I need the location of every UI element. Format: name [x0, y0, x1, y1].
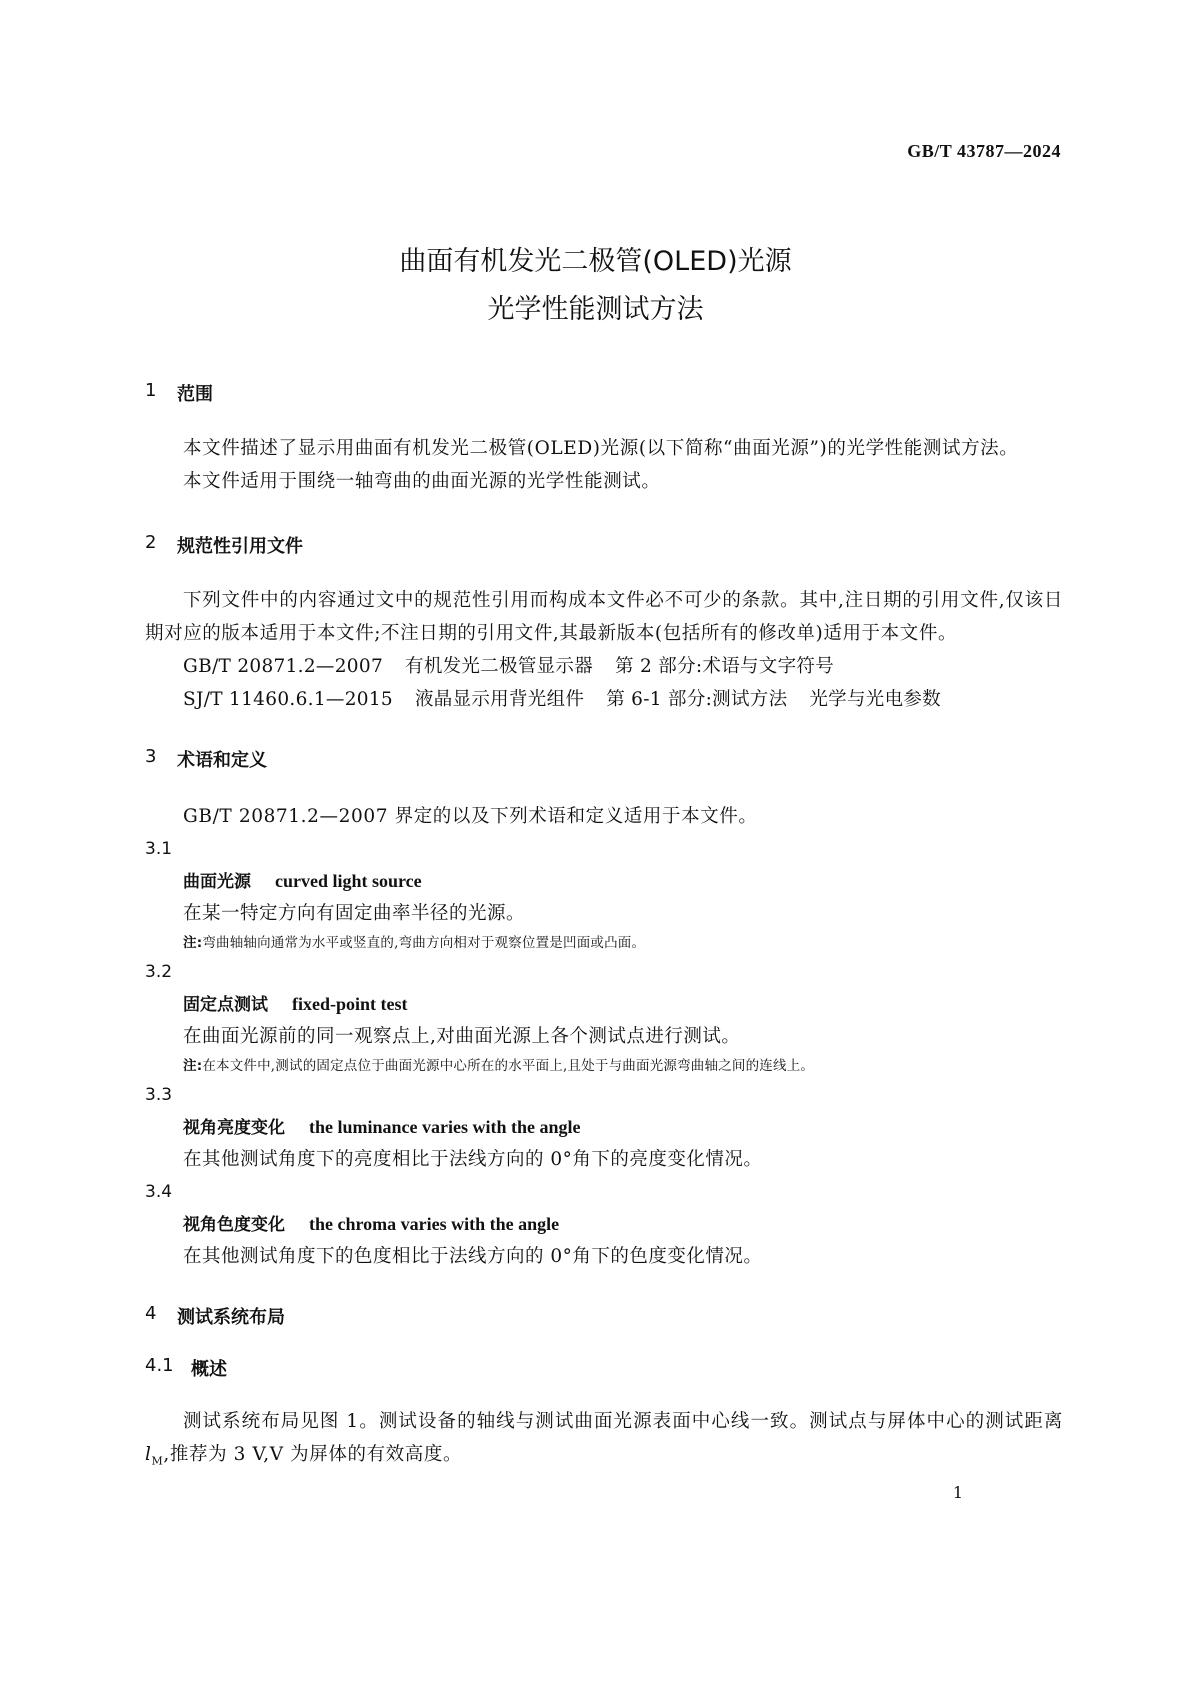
- paragraph: 本文件描述了显示用曲面有机发光二极管(OLED)光源(以下简称“曲面光源”)的光学性能测试方法。: [183, 438, 1019, 459]
- reference-code: SJ/T 11460.6.1—2015: [183, 689, 393, 710]
- reference-title: 有机发光二极管显示器: [405, 656, 594, 677]
- title-line-2: 光学性能测试方法: [487, 294, 704, 325]
- section-title: 范围: [177, 384, 213, 405]
- term-number: 3.1: [145, 839, 173, 859]
- note-label: 注:: [183, 935, 203, 951]
- term-note: [145, 930, 1063, 956]
- paragraph-text-part-2: ,推荐为 3 V,V 为屏体的有效高度。: [163, 1444, 463, 1465]
- term-english: curved light source: [275, 871, 422, 891]
- document-body: [145, 380, 1063, 1478]
- note-text: 在本文件中,测试的固定点位于曲面光源中心所在的水平面上,且处于与曲面光源弯曲轴之间的连线上。: [202, 1058, 815, 1074]
- term-english: fixed-point test: [292, 994, 408, 1014]
- reference-subtitle: 光学与光电参数: [809, 689, 941, 710]
- section-title: 规范性引用文件: [177, 536, 303, 557]
- distance-subscript: M: [151, 1454, 164, 1468]
- paragraph: 本文件适用于围绕一轴弯曲的曲面光源的光学性能测试。: [183, 471, 661, 492]
- paragraph: GB/T 20871.2—2007 界定的以及下列术语和定义适用于本文件。: [183, 806, 758, 827]
- distance-symbol: l: [145, 1444, 152, 1465]
- paragraph-text-part-1: 测试系统布局见图 1。测试设备的轴线与测试曲面光源表面中心线一致。测试点与屏体中心的测试距离: [183, 1411, 1063, 1432]
- term-english: the chroma varies with the angle: [309, 1214, 560, 1234]
- subsection-number: 4.1: [145, 1355, 174, 1376]
- note-text: 弯曲轴轴向通常为水平或竖直的,弯曲方向相对于观察位置是凹面或凸面。: [202, 935, 646, 951]
- reference-part: 第 2 部分:术语与文字符号: [615, 656, 834, 677]
- normative-reference: [145, 683, 1063, 716]
- subsection-title: 概述: [191, 1359, 227, 1380]
- section-title: 术语和定义: [177, 750, 267, 771]
- term-entry: [145, 988, 1063, 1021]
- term-chinese: 视角亮度变化: [183, 1118, 285, 1138]
- page-number: 1: [952, 1483, 963, 1502]
- reference-title: 液晶显示用背光组件: [414, 689, 585, 710]
- section-number: 2: [145, 532, 157, 553]
- standard-number: GB/T 43787—2024: [907, 141, 1061, 161]
- term-number: 3.2: [145, 962, 173, 982]
- note-label: 注:: [183, 1058, 203, 1074]
- term-number: 3.4: [145, 1182, 173, 1202]
- section-title: 测试系统布局: [177, 1307, 285, 1328]
- section-heading-2: [145, 532, 1063, 558]
- term-note: [145, 1053, 1063, 1079]
- section-number: 3: [145, 746, 157, 767]
- reference-code: GB/T 20871.2—2007: [183, 656, 384, 677]
- paragraph: 下列文件中的内容通过文中的规范性引用而构成本文件必不可少的条款。其中,注日期的引用文件,仅该日期对应的版本适用于本文件;不注日期的引用文件,其最新版本(包括所有的修改单)适用于本文件。: [145, 590, 1063, 644]
- term-definition: 在曲面光源前的同一观察点上,对曲面光源上各个测试点进行测试。: [183, 1026, 741, 1047]
- term-definition: 在其他测试角度下的亮度相比于法线方向的 0°角下的亮度变化情况。: [183, 1149, 763, 1170]
- title-line-1: 曲面有机发光二极管(OLED)光源: [399, 246, 792, 277]
- term-definition: 在其他测试角度下的色度相比于法线方向的 0°角下的色度变化情况。: [183, 1246, 763, 1267]
- section-heading-4: [145, 1303, 1063, 1329]
- section-heading-1: [145, 380, 1063, 406]
- paragraph: [145, 1405, 1063, 1478]
- section-heading-3: [145, 746, 1063, 772]
- subsection-heading-4-1: [145, 1355, 1063, 1381]
- term-number: 3.3: [145, 1085, 173, 1105]
- reference-part: 第 6-1 部分:测试方法: [606, 689, 788, 710]
- term-definition: 在某一特定方向有固定曲率半径的光源。: [183, 903, 526, 924]
- document-title: [0, 238, 1191, 334]
- normative-reference: [145, 650, 1063, 683]
- term-entry: [145, 1111, 1063, 1144]
- term-english: the luminance varies with the angle: [309, 1117, 581, 1137]
- term-chinese: 固定点测试: [183, 995, 268, 1015]
- term-entry: [145, 1208, 1063, 1241]
- section-number: 4: [145, 1303, 157, 1324]
- term-chinese: 视角色度变化: [183, 1215, 285, 1235]
- term-chinese: 曲面光源: [183, 872, 251, 892]
- term-entry: [145, 865, 1063, 898]
- section-number: 1: [145, 380, 157, 401]
